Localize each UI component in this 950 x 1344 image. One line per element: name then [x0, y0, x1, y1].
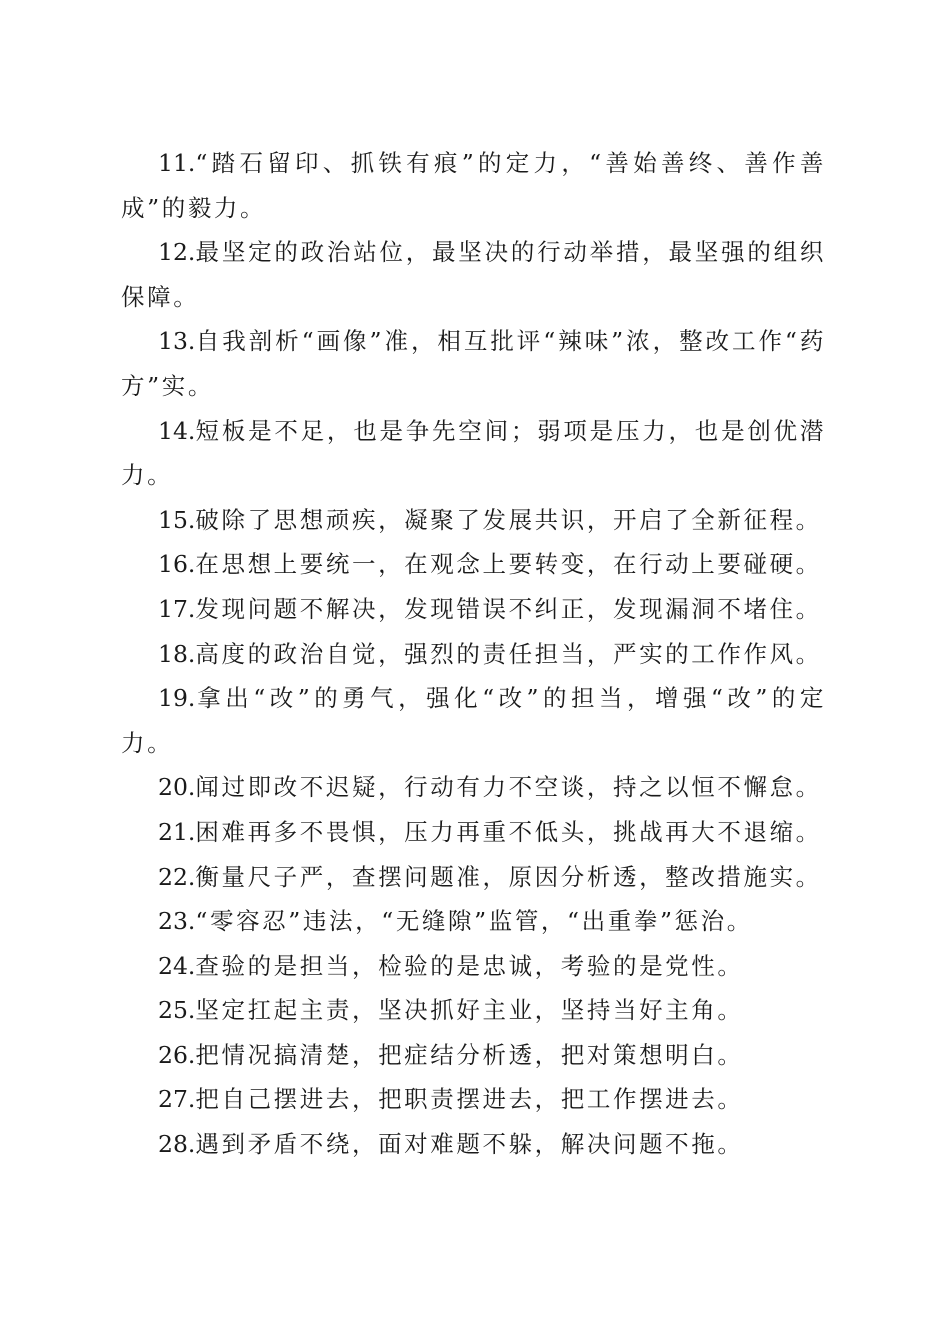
item-number: 17.	[158, 594, 196, 623]
item-text: 把自己摆进去，把职责摆进去，把工作摆进去。	[195, 1085, 744, 1114]
list-item	[121, 1033, 826, 1078]
item-text: 拿出“改”的勇气，强化“改”的担当，增强“改”的定力。	[121, 684, 826, 757]
item-text: 查验的是担当，检验的是忠诚，考验的是党性。	[195, 951, 744, 980]
item-number: 11.	[158, 149, 196, 177]
item-text: “零容忍”违法，“无缝隙”监管，“出重拳”惩治。	[195, 907, 753, 936]
item-text: 高度的政治自觉，强烈的责任担当，严实的工作作风。	[195, 639, 822, 668]
item-number: 25.	[158, 996, 196, 1025]
item-number: 14.	[158, 416, 196, 445]
list-item	[121, 988, 826, 1033]
item-text: 遇到矛盾不绕，面对难题不躲，解决问题不拖。	[195, 1130, 744, 1159]
item-text: 衡量尺子严，查摆问题准，原因分析透，整改措施实。	[195, 862, 822, 891]
item-number: 12.	[158, 238, 196, 267]
list-item	[121, 855, 826, 900]
list-item	[121, 810, 826, 855]
item-number: 28.	[158, 1130, 196, 1159]
item-text: 困难再多不畏惧，压力再重不低头，挑战再大不退缩。	[195, 817, 822, 846]
item-number: 27.	[158, 1085, 196, 1114]
item-text: 破除了思想顽疾，凝聚了发展共识，开启了全新征程。	[195, 505, 822, 534]
list-item	[121, 1122, 826, 1167]
list-item	[121, 319, 826, 408]
list-item	[121, 765, 826, 810]
item-text: 把情况搞清楚，把症结分析透，把对策想明白。	[195, 1040, 744, 1069]
list-item	[121, 542, 826, 587]
list-item	[121, 899, 826, 944]
item-number: 13.	[158, 327, 196, 356]
item-number: 22.	[158, 862, 196, 891]
item-text: 短板是不足，也是争先空间；弱项是压力，也是创优潜力。	[121, 416, 826, 490]
item-number: 21.	[158, 817, 196, 846]
list-item	[121, 676, 826, 765]
item-text: “踏石留印、抓铁有痕”的定力，“善始善终、善作善成”的毅力。	[121, 149, 826, 222]
item-number: 16.	[158, 550, 196, 579]
item-number: 19.	[158, 684, 196, 713]
item-number: 20.	[158, 773, 196, 802]
item-number: 18.	[158, 639, 196, 668]
item-text: 坚定扛起主责，坚决抓好主业，坚持当好主角。	[195, 996, 744, 1025]
item-number: 26.	[158, 1040, 196, 1069]
item-text: 自我剖析“画像”准，相互批评“辣味”浓，整改工作“药方”实。	[121, 327, 826, 400]
list-item	[121, 498, 826, 543]
list-item	[121, 409, 826, 498]
item-number: 15.	[158, 505, 196, 534]
list-item	[121, 587, 826, 632]
document-body	[121, 141, 826, 1167]
list-item	[121, 1077, 826, 1122]
item-text: 在思想上要统一，在观念上要转变，在行动上要碰硬。	[195, 550, 822, 579]
item-text: 闻过即改不迟疑，行动有力不空谈，持之以恒不懈怠。	[195, 773, 822, 802]
item-text: 最坚定的政治站位，最坚决的行动举措，最坚强的组织保障。	[121, 238, 826, 311]
list-item	[121, 141, 826, 230]
item-number: 23.	[158, 907, 196, 936]
list-item	[121, 632, 826, 677]
item-number: 24.	[158, 951, 196, 980]
list-item	[121, 230, 826, 319]
list-item	[121, 944, 826, 989]
item-text: 发现问题不解决，发现错误不纠正，发现漏洞不堵住。	[195, 594, 822, 623]
